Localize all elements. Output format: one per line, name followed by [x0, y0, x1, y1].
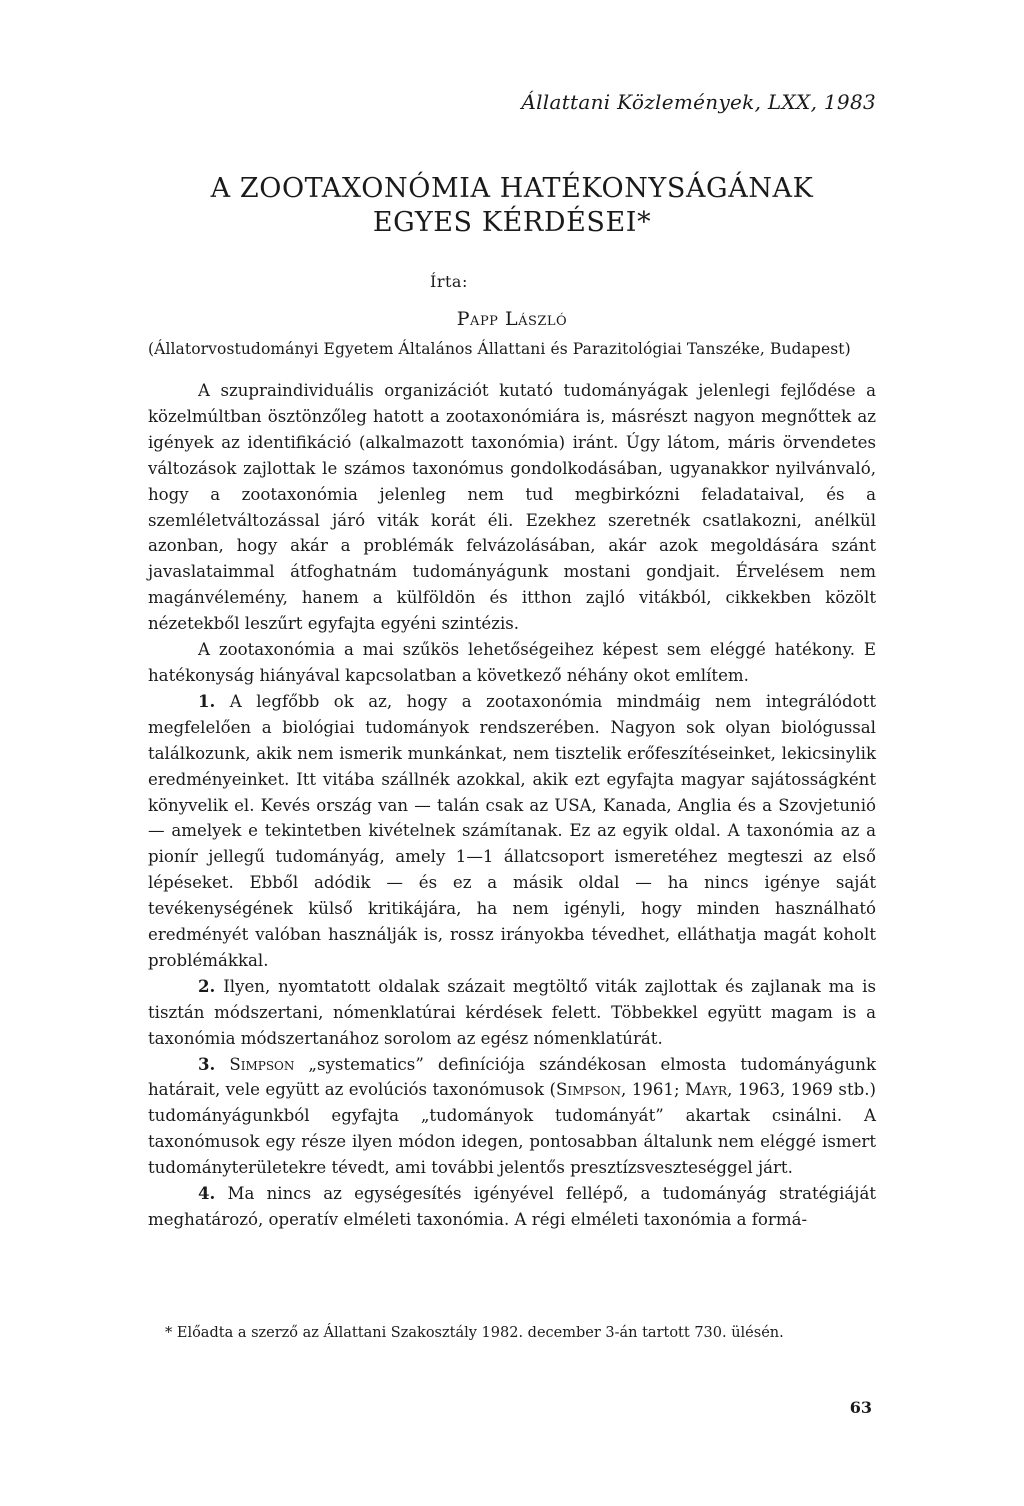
paragraph-1: A szupraindividuális organizációt kutató tudományágak jelenlegi fejlődése a közelmúltban ösztönzőleg hatott a zootaxonómiára is, másrészt nagyon megnőttek az igények az identifikáció (alkalmazott taxonómia) iránt. Úgy látom, máris örvendetes változások zajlottak le számos taxonómus gondolkodásában, ugyanakkor nyilvánvaló, hogy a zootaxonómia jelenleg nem tud megbirkózni feladataival, és a szemléletváltozással járó viták korát éli. Ezekhez szeretnék csatlakozni, anélkül azonban, hogy akár a problémák felvázolásában, akár azok megoldására szánt javaslataimmal átfoghatnám tudományágunk mostani gondjait. Érvelésem nem magánvélemény, hanem a külföldön és itthon zajló vitákból, cikkekben közölt nézetekből leszűrt egyfajta egyéni szintézis. [148, 381, 876, 634]
journal-header: Állattani Közlemények, LXX, 1983 [521, 90, 876, 114]
citation-mayr: Mayr [684, 1080, 728, 1100]
paragraph-4 [148, 974, 876, 1052]
title-line-1: A ZOOTAXONÓMIA HATÉKONYSÁGÁNAK [210, 173, 814, 204]
article-body [148, 378, 876, 1233]
author-affiliation: (Állatorvostudományi Egyetem Általános Állattani és Parazitológiai Tanszéke, Budapest) [148, 340, 851, 358]
written-by-label: Írta: [430, 272, 468, 291]
paragraph-6 [148, 1181, 876, 1233]
paragraph-5 [148, 1052, 876, 1182]
author-name-text: Papp László [456, 308, 568, 330]
point-text-3c: , 1963, 1969 stb.) tudományágunkból egyfajta „tudományok tudományát” akartak csinálni. A taxonómusok egy része ilyen módon idegen, pontosabban általunk nem eléggé ismert tudományterületekre tévedt, ami további jelentős presztízsveszteséggel járt. [148, 1080, 876, 1178]
point-text-4: Ma nincs az egységesítés igényével fellépő, a tudományág stratégiáját meghatározó, operatív elméleti taxonómia. A régi elméleti taxonómia a formá- [148, 1184, 877, 1229]
title-line-2: EGYES KÉRDÉSEI* [372, 207, 652, 238]
citation-simpson-2: Simpson [555, 1080, 621, 1100]
article-title [0, 172, 1024, 240]
point-number-3: 3. [198, 1053, 216, 1074]
paragraph-3 [148, 689, 876, 974]
point-text-3b: , 1961; [621, 1080, 685, 1100]
citation-simpson: Simpson [229, 1054, 295, 1074]
point-number-2: 2. [198, 975, 216, 996]
paragraph-2: A zootaxonómia a mai szűkös lehetőségeihez képest sem eléggé hatékony. E hatékonyság hiányával kapcsolatban a következő néhány okot említem. [148, 640, 876, 685]
point-number-1: 1. [198, 690, 216, 711]
point-text-3a: „systematics” definíciója szándékosan elmosta tudományágunk határait, vele együtt az evolúciós taxonómusok ( [148, 1054, 876, 1100]
page-number: 63 [849, 1398, 872, 1417]
point-number-4: 4. [198, 1183, 216, 1204]
point-text-1: A legfőbb ok az, hogy a zootaxonómia mindmáig nem integrálódott megfelelően a biológiai tudományok rendszerében. Nagyon sok olyan biológussal találkozunk, akik nem ismerik munkánkat, nem tisztelik erőfeszítéseinket, lekicsinylik eredményeinket. Itt vitába szállnék azokkal, akik ezt egyfajta magyar sajátosságként könyvelik el. Kevés ország van — talán csak az USA, Kanada, Anglia és a Szovjetunió — amelyek e tekintetben kivételnek számítanak. Ez az egyik oldal. A taxonómia az a pionír jellegű tudományág, amely 1—1 állatcsoport ismeretéhez megteszi az első lépéseket. Ebből adódik — és ez a másik oldal — ha nincs igénye saját tevékenységének külső kritikájára, ha nem igényli, hogy minden használható eredményét valóban használják is, rossz irányokba tévedhet, elláthatja magát koholt problémákkal. [148, 691, 876, 970]
point-text-2: Ilyen, nyomtatott oldalak százait megtöltő viták zajlottak és zajlanak ma is tisztán módszertani, nómenklatúrai kérdések felett. Többekkel együtt magam is a taxonómia módszertanához sorolom az egész nómenklatúrát. [148, 976, 876, 1048]
author-name [0, 308, 1024, 330]
footnote: * Előadta a szerző az Állattani Szakosztály 1982. december 3-án tartott 730. ülésén. [165, 1325, 784, 1341]
